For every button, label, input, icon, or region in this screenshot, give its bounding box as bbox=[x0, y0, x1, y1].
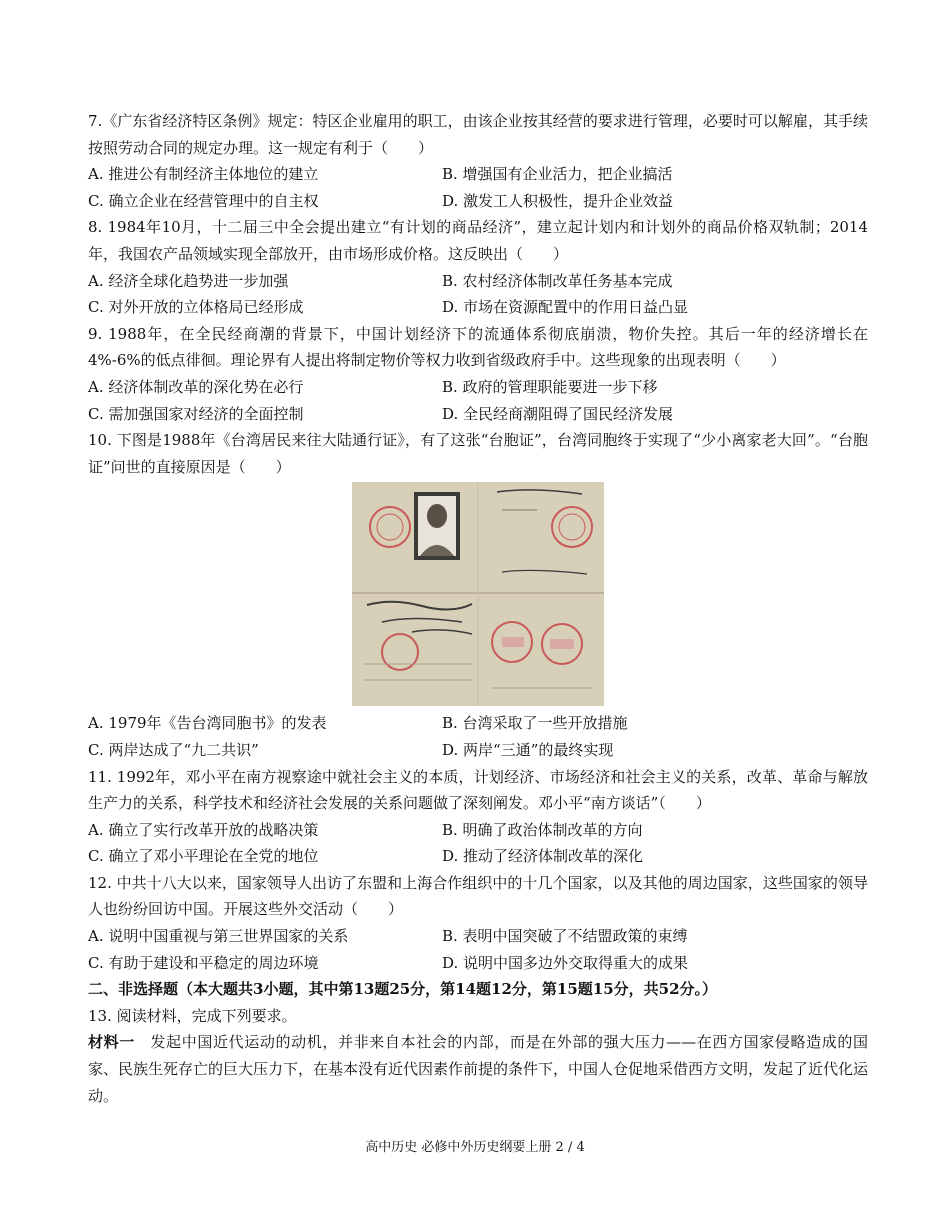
option-d: D. 推动了经济体制改革的深化 bbox=[442, 847, 644, 866]
option-c: C. 需加强国家对经济的全面控制 bbox=[88, 404, 304, 423]
option-a: A. 确立了实行改革开放的战略决策 bbox=[88, 820, 319, 839]
question-11-stem: 11. 1992年，邓小平在南方视察途中就社会主义的本质，计划经济、市场经济和社会主义的关系，改革、革命与解放生产力的关系，科学技术和经济社会发展的关系问题做了深刻阐发。邓小平“南方谈话”（ ） bbox=[88, 767, 868, 813]
question-7-options bbox=[88, 161, 868, 188]
permit-illustration bbox=[352, 482, 604, 706]
question-11-options-2 bbox=[88, 843, 868, 870]
question-12-stem: 12. 中共十八大以来，国家领导人出访了东盟和上海合作组织中的十几个国家，以及其他的周边国家，这些国家的领导人也纷纷回访中国。开展这些外交活动（ ） bbox=[88, 873, 868, 919]
option-a: A. 经济全球化趋势进一步加强 bbox=[88, 271, 289, 290]
question-8-stem: 8. 1984年10月，十二届三中全会提出建立“有计划的商品经济”，建立起计划内和计划外的商品价格双轨制；2014年，我国农产品领域实现全部放开，由市场形成价格。这反映出（ ） bbox=[88, 218, 868, 263]
option-c: C. 两岸达成了“九二共识” bbox=[88, 740, 259, 759]
question-11-options bbox=[88, 817, 868, 844]
question-9-options bbox=[88, 374, 868, 401]
option-d: D. 全民经商潮阻碍了国民经济发展 bbox=[442, 404, 674, 423]
material-1-text: 发起中国近代运动的动机，并非来自本社会的内部，而是在外部的强大压力——在西方国家侵略造成的国家、民族生死存亡的巨大压力下，在基本没有近代因素作前提的条件下，中国人仓促地采借西方文明，发起了近代化运动。 bbox=[88, 1033, 869, 1105]
question-10-options bbox=[88, 710, 868, 737]
question-12-options bbox=[88, 923, 868, 950]
question-9-stem: 9. 1988年，在全民经商潮的背景下，中国计划经济下的流通体系彻底崩溃，物价失控。其后一年的经济增长在4%-6%的低点徘徊。理论界有人提出将制定物价等权力收到省级政府手中。这些现象的出现表明（ ） bbox=[88, 324, 868, 370]
option-a: A. 经济体制改革的深化势在必行 bbox=[88, 377, 304, 396]
option-b: B. 政府的管理职能要进一步下移 bbox=[442, 377, 658, 396]
option-b: B. 增强国有企业活力，把企业搞活 bbox=[442, 165, 673, 184]
option-c: C. 对外开放的立体格局已经形成 bbox=[88, 298, 304, 317]
section-2-heading: 二、非选择题（本大题共3小题，其中第13题25分，第14题12分，第15题15分，共52分。） bbox=[88, 980, 718, 999]
option-a: A. 推进公有制经济主体地位的建立 bbox=[88, 165, 319, 184]
option-d: D. 市场在资源配置中的作用日益凸显 bbox=[442, 298, 689, 317]
question-13-stem: 13. 阅读材料，完成下列要求。 bbox=[88, 1006, 297, 1025]
question-8-options bbox=[88, 268, 868, 295]
exam-page bbox=[88, 108, 868, 1109]
page-footer: 高中历史 必修中外历史纲要上册 2 / 4 bbox=[365, 1140, 585, 1155]
option-d: D. 激发工人积极性，提升企业效益 bbox=[442, 191, 674, 210]
question-7-options-2 bbox=[88, 188, 868, 215]
option-b: B. 明确了政治体制改革的方向 bbox=[442, 820, 643, 839]
option-a: A. 1979年《告台湾同胞书》的发表 bbox=[88, 714, 327, 733]
option-b: B. 表明中国突破了不结盟政策的束缚 bbox=[442, 927, 688, 946]
figure-container bbox=[88, 482, 868, 706]
option-c: C. 确立企业在经营管理中的自主权 bbox=[88, 191, 319, 210]
option-b: B. 农村经济体制改革任务基本完成 bbox=[442, 271, 673, 290]
option-c: C. 有助于建设和平稳定的周边环境 bbox=[88, 953, 319, 972]
option-b: B. 台湾采取了一些开放措施 bbox=[442, 714, 628, 733]
question-12-options-2 bbox=[88, 950, 868, 977]
question-10-options-2 bbox=[88, 737, 868, 764]
taiwan-compatriot-permit-image bbox=[352, 482, 604, 706]
option-d: D. 两岸“三通”的最终实现 bbox=[442, 740, 614, 759]
option-c: C. 确立了邓小平理论在全党的地位 bbox=[88, 847, 319, 866]
question-10-stem: 10. 下图是1988年《台湾居民来往大陆通行证》，有了这张“台胞证”，台湾同胞终于实现了“少小离家老大回”。“台胞证”问世的直接原因是（ ） bbox=[88, 431, 868, 476]
question-8-options-2 bbox=[88, 294, 868, 321]
question-9-options-2 bbox=[88, 401, 868, 428]
material-1-label: 材料一 bbox=[88, 1033, 135, 1052]
option-a: A. 说明中国重视与第三世界国家的关系 bbox=[88, 927, 349, 946]
question-7-stem: 7.《广东省经济特区条例》规定：特区企业雇用的职工，由该企业按其经营的要求进行管理，必要时可以解雇，其手续按照劳动合同的规定办理。这一规定有利于（ ） bbox=[88, 112, 868, 157]
option-d: D. 说明中国多边外交取得重大的成果 bbox=[442, 953, 689, 972]
material-1 bbox=[88, 1029, 868, 1109]
